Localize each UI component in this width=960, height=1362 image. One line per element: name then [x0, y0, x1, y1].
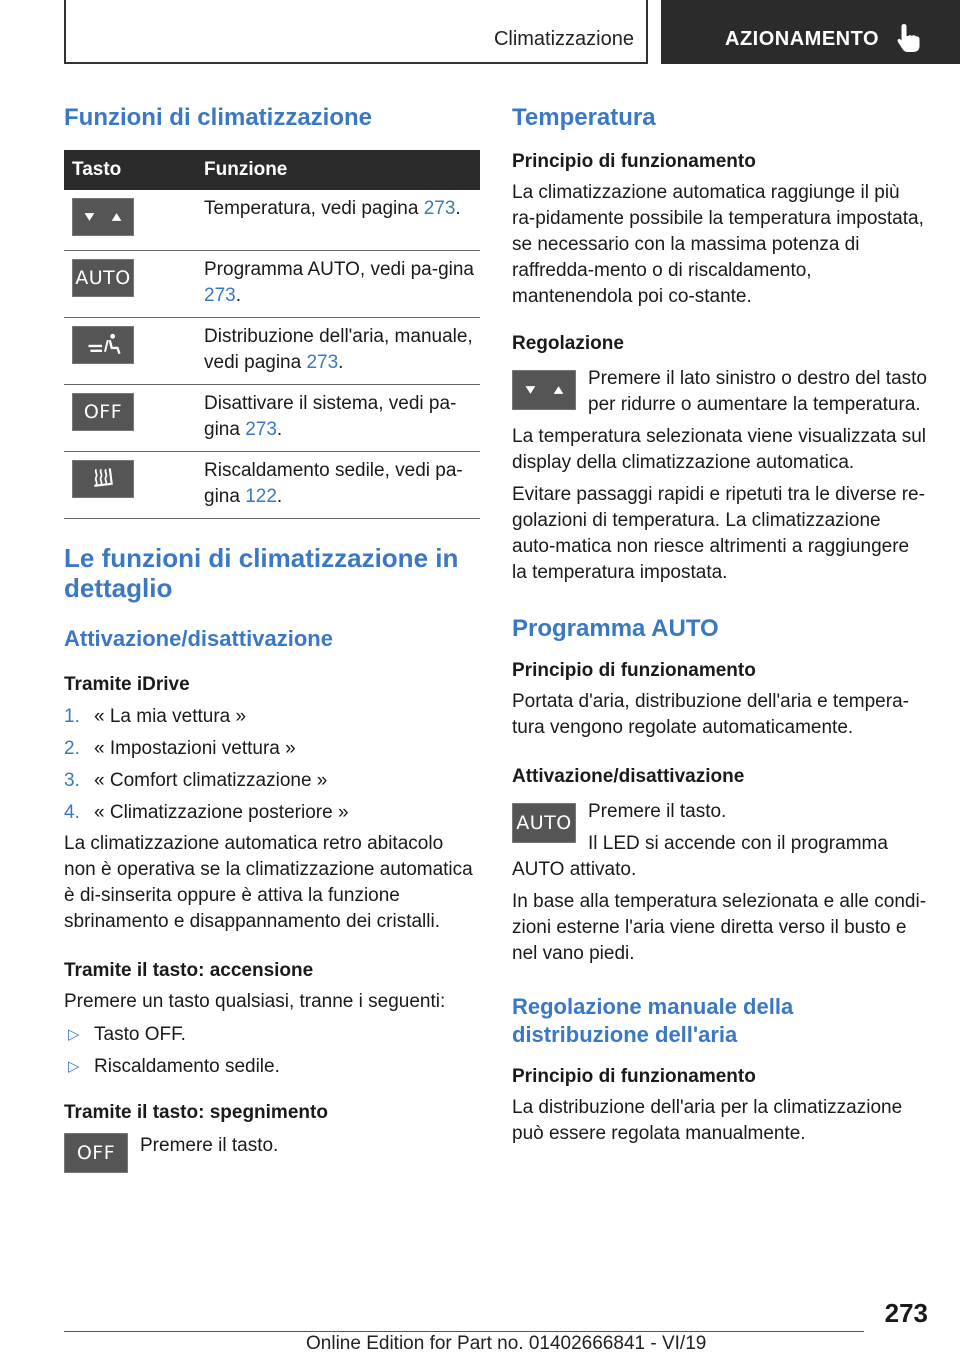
temp-adjust-title: Regolazione — [512, 333, 624, 354]
table-row — [64, 318, 480, 385]
auto-button-icon: AUTO — [512, 803, 576, 843]
page-link[interactable]: 273 — [423, 198, 456, 219]
onoff-title: Attivazione/disattivazione — [64, 626, 333, 651]
auto-led-text-b: AUTO attivato. — [512, 859, 637, 880]
list-item: ▷ Riscaldamento sedile. — [68, 1051, 480, 1083]
pointing-hand-icon — [895, 22, 923, 54]
manual-title: Regolazione manuale della distribuzione dell'aria — [512, 994, 794, 1047]
table-row — [64, 385, 480, 452]
list-item: 1. « La mia vettura » — [64, 706, 247, 727]
key-off-title: Tramite il tasto: spegnimento — [64, 1102, 328, 1123]
temp-principle-title: Principio di funzionamento — [512, 151, 756, 172]
auto-led-text-a: Il LED si accende con il programma — [588, 833, 888, 854]
table-row — [64, 452, 480, 519]
key-on-title: Tramite il tasto: accensione — [64, 960, 314, 981]
functions-table — [64, 150, 480, 519]
page-link[interactable]: 273 — [245, 419, 277, 440]
auto-principle-text: Portata d'aria, distribuzione dell'aria e tempera-tura vengono regolate automaticamente. — [512, 691, 909, 738]
auto-button-icon: AUTO — [72, 259, 134, 297]
table-row — [64, 251, 480, 318]
page-link[interactable]: 122 — [245, 486, 277, 507]
off-button-icon: OFF — [72, 393, 134, 431]
auto-title: Programma AUTO — [512, 615, 719, 642]
temp-avoid-text: Evitare passaggi rapidi e ripetuti tra le diverse re-golazioni di temperatura. La climatizzazione auto-matica non riesce altrimenti a raggiungere la temperatura impostata. — [512, 484, 925, 583]
footer-divider — [64, 1331, 864, 1332]
list-item: 4. « Climatizzazione posteriore » — [64, 802, 349, 823]
triangle-bullet-icon: ▷ — [68, 1026, 80, 1043]
auto-onoff-title: Attivazione/disattivazione — [512, 766, 745, 787]
temp-adjust-text: Premere il lato sinistro o destro del tasto per ridurre o aumentare la temperatura. — [588, 368, 927, 415]
temp-display-text: La temperatura selezionata viene visualizzata sul display della climatizzazione automatica. — [512, 426, 927, 473]
page-link[interactable]: 273 — [204, 285, 236, 306]
table-header-key: Tasto — [64, 150, 192, 190]
header-section-box — [64, 0, 648, 64]
table-header-row — [64, 150, 480, 190]
edition-text: Online Edition for Part no. 01402666841 - VI/19 — [306, 1333, 707, 1354]
auto-press-text: Premere il tasto. — [588, 801, 727, 822]
manual-principle-text: La distribuzione dell'aria per la climatizzazione può essere regolata manualmente. — [512, 1097, 903, 1144]
page-number: 273 — [884, 1298, 928, 1328]
list-item: ▷ Tasto OFF. — [68, 1019, 480, 1051]
header-chapter-title: AZIONAMENTO — [725, 28, 880, 50]
manual-principle-title: Principio di funzionamento — [512, 1066, 756, 1087]
temp-adjust-row — [512, 366, 928, 418]
header-section-title: Climatizzazione — [493, 28, 634, 50]
header-chapter-box — [661, 0, 960, 64]
key-off-text: Premere il tasto. — [140, 1135, 279, 1156]
right-column — [512, 96, 928, 1147]
air-distribution-icon — [72, 326, 134, 364]
idrive-steps-list — [64, 701, 480, 829]
auto-press-row — [512, 799, 928, 857]
page-link[interactable]: 273 — [306, 352, 339, 373]
table-cell-function: Temperatura, vedi pagina 273. — [192, 190, 480, 251]
table-cell-function: Riscaldamento sedile, vedi pa-gina 122. — [192, 452, 480, 519]
off-button-icon: OFF — [64, 1133, 128, 1173]
auto-base-text: In base alla temperatura selezionata e alle condi-zioni esterne l'aria viene diretta verso il busto e nel vano piedi. — [512, 891, 927, 964]
table-cell-function: Distribuzione dell'aria, manuale, vedi pagina 273. — [192, 318, 480, 385]
temp-principle-text: La climatizzazione automatica raggiunge il più ra-pidamente possibile la temperatura impostata, se necessario con la massima potenza di raffredda-mento o di riscaldamento, mantenendola poi co-stante. — [512, 182, 924, 307]
idrive-title: Tramite iDrive — [64, 674, 190, 695]
key-off-row — [64, 1133, 480, 1173]
temperature-arrows-icon — [72, 198, 134, 236]
temperature-title: Temperatura — [512, 104, 656, 131]
table-cell-function: Disattivare il sistema, vedi pa-gina 273. — [192, 385, 480, 452]
idrive-note: La climatizzazione automatica retro abitacolo non è operativa se la climatizzazione automatica è di-sinserita oppure è attiva la funzione sbrinamento e disappannamento dei cristalli. — [64, 833, 473, 932]
triangle-bullet-icon: ▷ — [68, 1058, 80, 1075]
table-row — [64, 190, 480, 251]
key-on-text: Premere un tasto qualsiasi, tranne i seguenti: — [64, 991, 446, 1012]
left-column — [64, 96, 480, 1173]
table-cell-function: Programma AUTO, vedi pa-gina 273. — [192, 251, 480, 318]
table-header-function: Funzione — [192, 150, 480, 190]
details-title: Le funzioni di climatizzazione in dettaglio — [64, 543, 459, 603]
list-item: 3. « Comfort climatizzazione » — [64, 770, 328, 791]
auto-principle-title: Principio di funzionamento — [512, 660, 756, 681]
list-item: 2. « Impostazioni vettura » — [64, 738, 296, 759]
seat-heating-icon — [72, 460, 134, 498]
table-title: Funzioni di climatizzazione — [64, 104, 373, 131]
temperature-arrows-icon — [512, 370, 576, 410]
